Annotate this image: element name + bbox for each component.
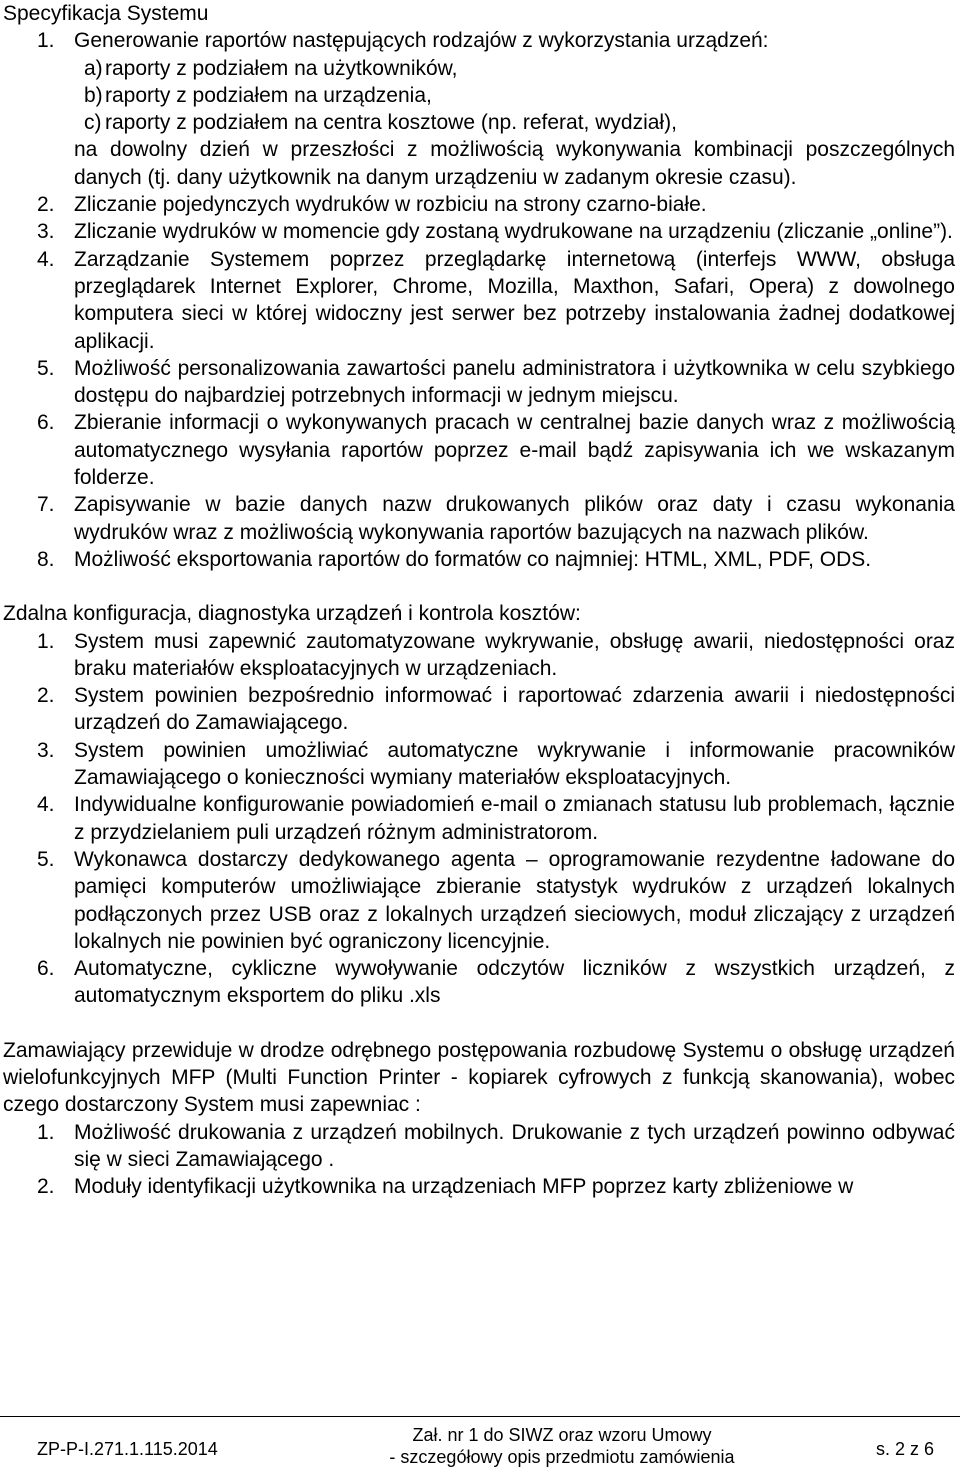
item-text: Indywidualne konfigurowanie powiadomień e-mail o zmianach statusu lub problemach, łącznie z przydzielaniem puli urządzeń różnym administratorom. [74, 793, 955, 844]
item-text: Możliwość personalizowania zawartości panelu administratora i użytkownika w celu szybkiego dostępu do najbardziej potrzebnych informacji w jednym miejscu. [74, 356, 955, 408]
footer-page-number: s. 2 z 6 [875, 1439, 934, 1459]
list-item-continuation [3, 136, 955, 191]
sub-item-label: c) [84, 111, 102, 135]
item-number: 4. [37, 793, 55, 817]
item-text: System powinien umożliwiać automatyczne wykrywanie i informowanie pracowników Zamawiającego o konieczności wymiany materiałów eksploatacyjnych. [74, 738, 955, 790]
list-item [3, 1173, 955, 1200]
item-text: System powinien bezpośrednio informować i raportować zdarzenia awarii i niedostępności urządzeń do Zamawiającego. [74, 684, 955, 735]
item-text: Możliwość drukowania z urządzeń mobilnych. Drukowanie z tych urządzeń powinno odbywać się w sieci Zamawiającego . [74, 1120, 955, 1171]
item-text: Wykonawca dostarczy dedykowanego agenta – oprogramowanie rezydentne ładowane do pamięci komputerów umożliwiające zbieranie statystyk wydruków z urządzeń lokalnych podłączonych przez USB oraz z lokalnych urządzeń sieciowych, moduł zliczający z urządzeń lokalnych nie powinien być ograniczony licencyjnie. [74, 847, 955, 953]
item-number: 2. [37, 193, 55, 217]
mfp-intro-paragraph: Zamawiający przewiduje w drodze odrębnego postępowania rozbudowę Systemu o obsługę urządzeń wielofunkcyjnych MFP (Multi Function Printer - kopiarek cyfrowych z funkcją skanowania), wobec czego dostarczony System musi zapewniac : [3, 1038, 955, 1117]
item-number: 5. [37, 847, 55, 871]
sub-item [3, 82, 955, 109]
item-text: Zbieranie informacji o wykonywanych pracach w centralnej bazie danych wraz z możliwością automatycznego wysyłania raportów poprzez e-mail bądź zapisywania ich we wskazanym folderze. [74, 411, 955, 490]
item-number: 2. [37, 684, 55, 708]
section-title-spec: Specyfikacja Systemu [3, 2, 209, 25]
item-number: 4. [37, 247, 55, 271]
item-number: 1. [37, 1120, 55, 1144]
spec-list [3, 27, 955, 573]
item-text: Zarządzanie Systemem poprzez przeglądarkę internetową (interfejs WWW, obsługa przeglądarek Internet Explorer, Chrome, Mozilla, Maxthon, Safari, Opera) z dowolnego komputera sieci w której widoczny jest serwer bez potrzeby instalowania żadnej dodatkowej aplikacji. [74, 247, 955, 353]
list-item [3, 955, 955, 1010]
sub-item-text: raporty z podziałem na urządzenia, [105, 83, 432, 107]
list-item [3, 355, 955, 410]
footer-title-line2: - szczegółowy opis przedmiotu zamówienia [389, 1447, 735, 1467]
list-item [3, 846, 955, 955]
mfp-list [3, 1119, 955, 1201]
item-number: 1. [37, 629, 55, 653]
item-text: Automatyczne, cykliczne wywoływanie odczytów liczników z wszystkich urządzeń, z automatycznym eksportem do pliku .xls [74, 957, 955, 1008]
list-item [3, 737, 955, 792]
sub-item [3, 109, 955, 136]
sub-item [3, 55, 955, 82]
list-item [3, 1119, 955, 1174]
remote-list [3, 628, 955, 1010]
item-text: Zapisywanie w bazie danych nazw drukowanych plików oraz daty i czasu wykonania wydruków wraz z możliwością wykonywania raportów bazujących na nazwach plików. [74, 493, 955, 544]
spacer [3, 573, 955, 600]
sub-item-text: raporty z podziałem na użytkowników, [105, 56, 458, 80]
list-item [3, 628, 955, 683]
footer-reference-number: ZP-P-I.271.1.115.2014 [37, 1439, 218, 1459]
document-page [3, 0, 955, 1200]
list-item [3, 191, 955, 218]
sub-item-label: a) [84, 56, 103, 80]
spacer [3, 1010, 955, 1037]
list-item [3, 218, 955, 245]
list-item [3, 246, 955, 355]
list-item [3, 791, 955, 846]
item-text: System musi zapewnić zautomatyzowane wykrywanie, obsługę awarii, niedostępności oraz braku materiałów eksploatacyjnych w urządzeniach. [74, 629, 955, 680]
item-text: Zliczanie wydruków w momencie gdy zostaną wydrukowane na urządzeniu (zliczanie „online”). [74, 220, 953, 244]
list-item [3, 546, 955, 573]
item-number: 2. [37, 1175, 55, 1199]
footer-attachment-title [372, 1424, 752, 1468]
item-text: Zliczanie pojedynczych wydruków w rozbiciu na strony czarno-białe. [74, 193, 707, 217]
item-number: 6. [37, 957, 55, 981]
sub-item-text: raporty z podziałem na centra kosztowe (np. referat, wydział), [105, 111, 677, 135]
list-item [3, 409, 955, 491]
list-item [3, 682, 955, 737]
section-title-remote: Zdalna konfiguracja, diagnostyka urządzeń i kontrola kosztów: [3, 602, 581, 626]
item-number: 1. [37, 29, 55, 53]
list-item [3, 27, 955, 54]
item-number: 3. [37, 220, 55, 244]
item-text: Generowanie raportów następujących rodzajów z wykorzystania urządzeń: [74, 29, 769, 53]
item-text: Moduły identyfikacji użytkownika na urządzeniach MFP poprzez karty zbliżeniowe w [74, 1175, 854, 1199]
item-text: Możliwość eksportowania raportów do formatów co najmniej: HTML, XML, PDF, ODS. [74, 547, 872, 571]
item-number: 3. [37, 738, 55, 762]
list-item [3, 491, 955, 546]
item-text: na dowolny dzień w przeszłości z możliwością wykonywania kombinacji poszczególnych danych (tj. dany użytkownik na danym urządzeniu w zadanym okresie czasu). [74, 138, 955, 189]
item-number: 6. [37, 411, 55, 435]
item-number: 8. [37, 547, 55, 571]
footer-title-line1: Zał. nr 1 do SIWZ oraz wzoru Umowy [412, 1425, 712, 1445]
sub-item-label: b) [84, 83, 103, 107]
page-footer [0, 1416, 960, 1478]
item-number: 5. [37, 356, 55, 380]
item-number: 7. [37, 493, 55, 517]
footer-divider [0, 1416, 960, 1417]
